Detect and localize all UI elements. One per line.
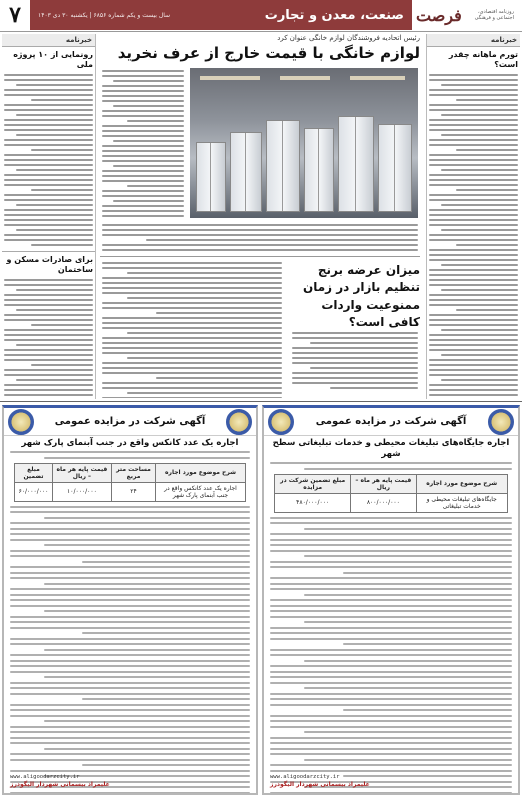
- ad-right-signature: علیمراد بیسمانی شهردار الیگودرز: [270, 781, 370, 789]
- ad-right-terms: [264, 517, 518, 795]
- lead-body-text: [100, 68, 186, 218]
- ad-right-footer: [270, 773, 370, 789]
- ad-left-url[interactable]: www.aligoodarzcity.ir: [10, 774, 80, 781]
- municipality-emblem-icon: [488, 409, 514, 435]
- municipality-emblem-icon: [8, 409, 34, 435]
- ad-left-footer: [10, 773, 110, 789]
- municipality-emblem-icon: [226, 409, 252, 435]
- rice-story-title: میزان عرضه برنج تنظیم بازار در زمان ممنوعیت واردات کافی است؟: [302, 263, 420, 330]
- lead-headline: لوازم خانگی با قیمت خارج از عرف نخرید: [117, 44, 420, 62]
- right-column-head: خبرنامه: [427, 34, 520, 47]
- ad-right-title: آگهی شرکت در مزایده عمومی: [315, 416, 467, 427]
- ad-left-signature: علیمراد بیسمانی شهردار الیگودرز: [10, 781, 110, 789]
- ad-right-cell-3: ۴۸۰/۰۰۰/۰۰۰: [275, 493, 351, 512]
- ad-left-cell-2: ۲۴: [111, 482, 155, 501]
- ad-right-banner: [264, 408, 518, 436]
- ad-left-cell-4: ۶۰/۰۰۰/۰۰۰: [15, 482, 53, 501]
- left-column-subhead-2: برای صادرات مسکن و ساختمان: [2, 251, 95, 277]
- ad-right-col-2: قیمت پایه هر ماه – ریال: [351, 474, 416, 493]
- auction-ad-left: [2, 405, 258, 795]
- lead-body-continued: [100, 222, 420, 254]
- ad-right-cell-2: ۸۰۰/۰۰۰/۰۰۰: [351, 493, 416, 512]
- left-news-column: [2, 34, 96, 399]
- right-column-subhead: تورم ماهانه چقدر است؟: [448, 50, 518, 69]
- masthead: [0, 0, 522, 30]
- logo-wordmark: فرصت: [416, 5, 462, 25]
- municipality-emblem-icon: [268, 409, 294, 435]
- left-column-subhead: رونمایی از ۱۰ پروژه ملی: [13, 50, 93, 69]
- left-column-text: [2, 72, 95, 251]
- ad-left-banner: [4, 408, 256, 436]
- issue-meta: سال بیست و یکم شماره ۶۸۵۶ | یکشنبه ۳۰ دی ۱۴۰۳: [38, 11, 171, 19]
- section-title: صنعت، معدن و تجارت: [264, 7, 404, 23]
- left-column-text-2: [2, 277, 95, 399]
- ad-left-terms: [4, 506, 256, 795]
- ad-left-subtitle: اجاره یک عدد کانکس واقع در جنب آبنمای پارک شهر: [21, 438, 239, 448]
- rice-story-text: [290, 330, 420, 398]
- ad-right-col-3: مبلغ تضمین شرکت در مزایده: [275, 474, 351, 493]
- ad-right-subtitle: اجاره جایگاه‌های تبلیغات محیطی و خدمات تبلیغاتی سطح شهر: [272, 438, 510, 460]
- ad-left-col-4: مبلغ تضمین: [15, 463, 53, 482]
- right-news-column: [426, 34, 520, 399]
- ad-left-title: آگهی شرکت در مزایده عمومی: [54, 416, 206, 427]
- ad-right-table: [274, 474, 508, 513]
- ad-left-col-1: شرح موضوع مورد اجاره: [156, 463, 246, 482]
- ads-rule: [0, 401, 522, 402]
- ad-left-col-2: مساحت متر مربع: [111, 463, 155, 482]
- ad-right-url[interactable]: www.aligoodarzcity.ir: [270, 774, 340, 781]
- appliance-store-photo: [190, 68, 418, 218]
- page-number: ۷: [0, 0, 30, 30]
- rice-story-columns: [100, 260, 284, 398]
- lead-kicker: رئیس اتحادیه فروشندگان لوازم خانگی عنوان کرد: [277, 34, 420, 42]
- newspaper-logo: [412, 0, 522, 30]
- ad-left-cell-3: ۱۰/۰۰۰/۰۰۰: [52, 482, 111, 501]
- masthead-rule: [0, 31, 522, 32]
- left-column-head: خبرنامه: [2, 34, 95, 47]
- ad-left-intro: [4, 451, 256, 459]
- ad-right-intro: [264, 462, 518, 470]
- right-column-text: [427, 72, 520, 399]
- ad-left-cell-1: اجاره یک عدد کانکس واقع در جنب آبنمای پارک شهر: [156, 482, 246, 501]
- ad-right-cell-1: جایگاه‌های تبلیغات محیطی و خدمات تبلیغاتی: [416, 493, 507, 512]
- ad-left-table: [14, 463, 246, 502]
- ad-right-col-1: شرح موضوع مورد اجاره: [416, 474, 507, 493]
- logo-description: روزنامه اقتصادی، اجتماعی و فرهنگی: [474, 9, 514, 21]
- auction-ad-right: [262, 405, 520, 795]
- section-band: [30, 0, 412, 30]
- lead-rule: [100, 256, 420, 257]
- ad-left-col-3: قیمت پایه هر ماه – ریال: [52, 463, 111, 482]
